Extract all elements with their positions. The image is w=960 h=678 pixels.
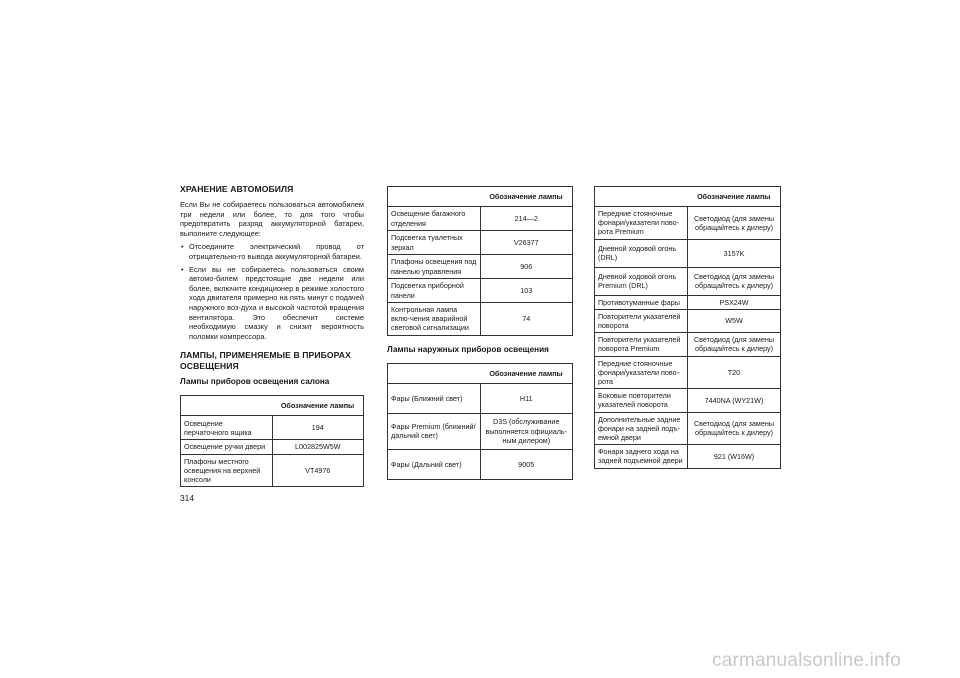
table-row [388,207,573,231]
table-row [595,445,781,468]
table-header-lamp-designation: Обозначение лампы [272,396,364,416]
lamp-name: Освещение перчаточного ящика [181,416,273,440]
lamp-value: Светодиод (для замены обращайтесь к дилеру) [688,412,781,445]
lamp-value: 74 [480,303,573,336]
table-header-empty [388,363,481,383]
column-left [180,184,364,487]
storage-bullet [180,242,364,261]
lamp-name: Передние стояночные фонари/указатели пово-рота Premium [595,207,688,240]
lamp-name: Контрольная лампа вклю-чения аварийной световой сигнализации [388,303,481,336]
table-row [181,416,364,440]
exterior-lamps-heading: Лампы наружных приборов освещения [387,344,549,354]
table-row [388,279,573,303]
lamp-value: 214—2 [480,207,573,231]
table-header-row [595,187,781,207]
interior-lamps-table-continued [387,186,573,336]
storage-bullet-list [180,242,364,341]
lamp-name: Фары (Дальний свет) [388,449,481,479]
lamp-name: Противотуманные фары [595,295,688,309]
lamp-name: Дополнительные задние фонари на задней подъ-емной двери [595,412,688,445]
table-row [595,356,781,389]
lamp-value: VT4976 [272,454,364,487]
table-header-row [388,363,573,383]
lamp-value: 3157K [688,239,781,267]
lamp-value: Светодиод (для замены обращайтесь к дилеру) [688,207,781,240]
lamp-name: Освещение ручки двери [181,440,273,454]
table-row [388,255,573,279]
lamp-value: 906 [480,255,573,279]
lamp-value: V26377 [480,231,573,255]
table-row [388,413,573,449]
table-row [595,309,781,332]
bullet-icon: • [181,264,184,274]
lamp-value: PSX24W [688,295,781,309]
exterior-lamps-table [387,363,573,480]
table-header-row [388,187,573,207]
table-header-empty [181,396,273,416]
table-header-row [181,396,364,416]
page-number: 314 [180,493,194,503]
table-header-empty [595,187,688,207]
bullet-text: Отсоедините электрический провод от отрицательно-го вывода аккумуляторной батареи. [189,242,364,261]
lamp-value: D3S (обслуживание выполняется официаль-ным дилером) [480,413,573,449]
lamp-name: Дневной ходовой огонь (DRL) [595,239,688,267]
lamp-name: Освещение багажного отделения [388,207,481,231]
lamp-value: 7440NA (WY21W) [688,389,781,412]
column-right [594,186,781,469]
lamp-value: Светодиод (для замены обращайтесь к дилеру) [688,333,781,356]
table-row [595,389,781,412]
table-row [595,239,781,267]
storage-heading: ХРАНЕНИЕ АВТОМОБИЛЯ [180,184,294,194]
lamp-value: 9005 [480,449,573,479]
table-row [181,440,364,454]
bullet-text: Если вы не собираетесь пользоваться своим автомо-билем предстоящие две недели или более, включите кондиционер в режиме холостого хода двигателя примерно на пять минут с подачей наружного воз-духа и высокой частотой вращения вентилятора. Это обеспечит системе необходимую смазку и снизит вероятность поломки компрессора. [189,264,364,341]
table-row [388,449,573,479]
table-row [595,267,781,295]
exterior-lamps-table-continued [594,186,781,469]
table-row [388,303,573,336]
storage-bullet [180,265,364,342]
lamp-name: Передние стояночные фонари/указатели пово-рота [595,356,688,389]
lamp-name: Боковые повторители указателей поворота [595,389,688,412]
lamp-value: L002825W5W [272,440,364,454]
lamp-value: W5W [688,309,781,332]
lamp-value: 921 (W16W) [688,445,781,468]
lamp-value: 103 [480,279,573,303]
lamp-value: 194 [272,416,364,440]
lamp-name: Плафоны местного освещения на верхней консоли [181,454,273,487]
interior-lamps-table [180,395,364,487]
interior-lamps-heading: Лампы приборов освещения салона [180,377,330,387]
lamp-value: T20 [688,356,781,389]
lamp-name: Фонари заднего хода на задней подъемной двери [595,445,688,468]
table-header-lamp-designation: Обозначение лампы [688,187,781,207]
table-row [388,383,573,413]
lamp-value: H11 [480,383,573,413]
table-header-lamp-designation: Обозначение лампы [480,187,573,207]
lamp-name: Подсветка приборной панели [388,279,481,303]
lamp-value: Светодиод (для замены обращайтесь к дилеру) [688,267,781,295]
lamp-name: Дневной ходовой огонь Premium (DRL) [595,267,688,295]
column-middle [387,186,573,480]
table-row [388,231,573,255]
table-row [181,454,364,487]
table-row [595,333,781,356]
lamp-name: Подсветка туалетных зеркал [388,231,481,255]
table-row [595,295,781,309]
watermark: carmanualsonline.info [712,650,902,671]
lamp-name: Плафоны освещения под панелью управления [388,255,481,279]
storage-intro: Если Вы не собираетесь пользоваться автомобилем три недели или более, то для того чтобы предотвратить разряд аккумуляторной батареи, выполните следующее: [180,200,364,238]
table-header-lamp-designation: Обозначение лампы [480,363,573,383]
lamp-name: Повторители указателей поворота [595,309,688,332]
lamp-name: Фары Premium (ближний/ дальний свет) [388,413,481,449]
table-header-empty [388,187,481,207]
lamp-name: Повторители указателей поворота Premium [595,333,688,356]
lamp-name: Фары (Ближний свет) [388,383,481,413]
table-row [595,207,781,240]
bullet-icon: • [181,242,184,252]
table-row [595,412,781,445]
lamps-section-heading: ЛАМПЫ, ПРИМЕНЯЕМЫЕ В ПРИБОРАХ ОСВЕЩЕНИЯ [180,350,351,372]
